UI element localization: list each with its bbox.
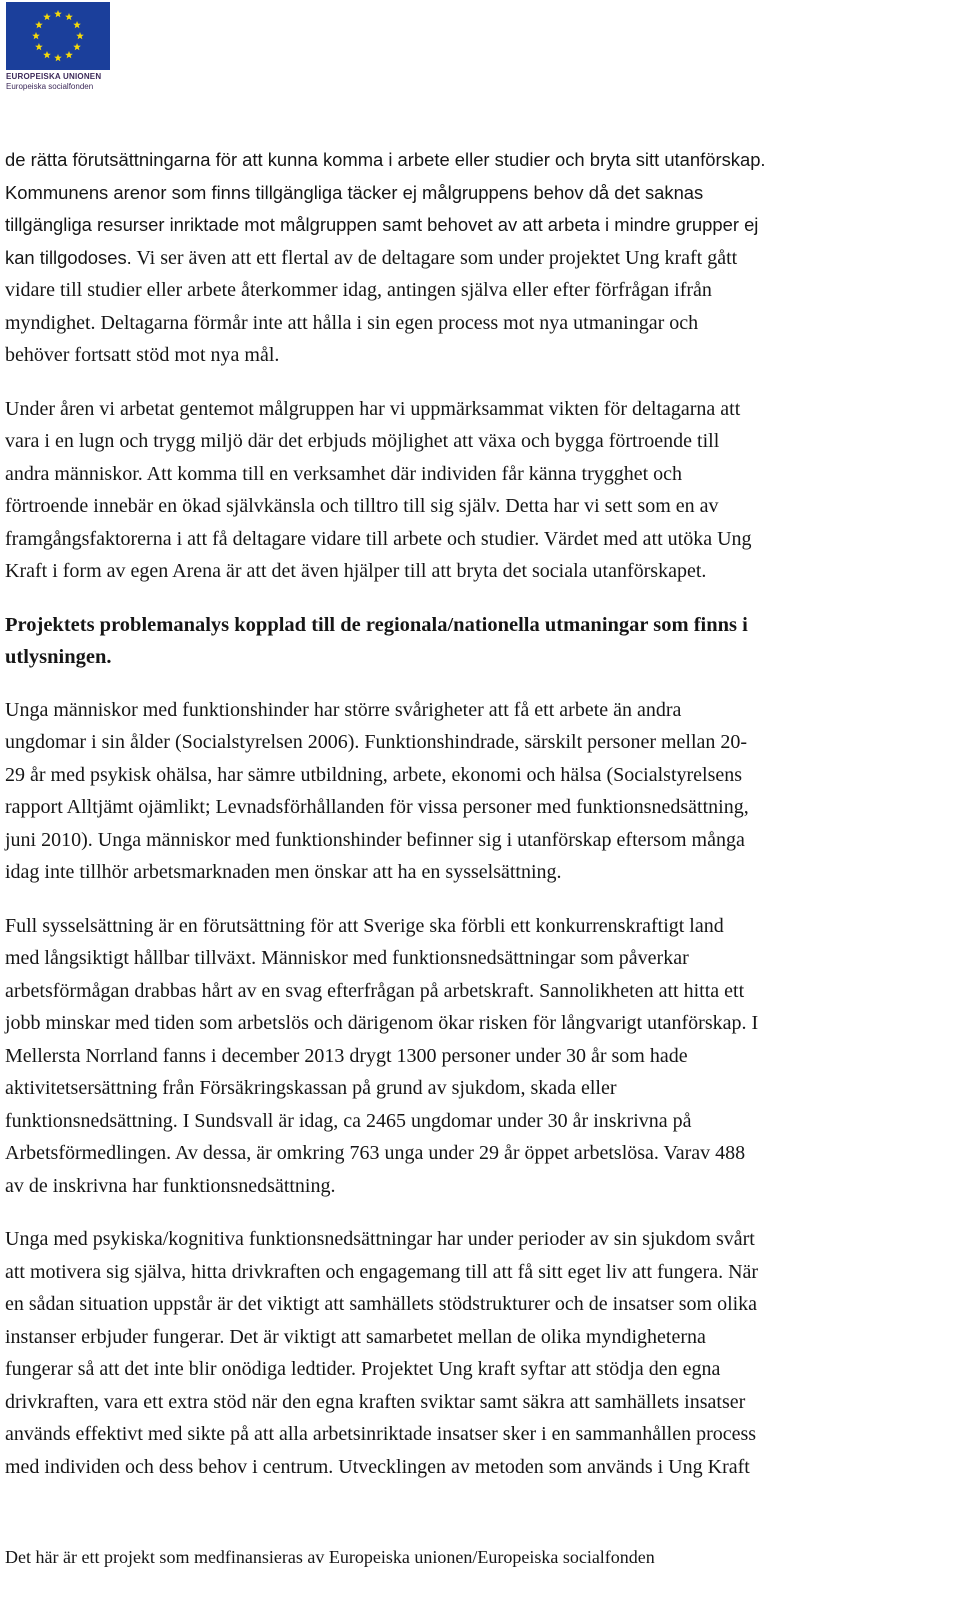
text-line: myndighet. Deltagarna förmår inte att hålla i sin egen process mot nya utmaningar och — [5, 311, 699, 334]
document-body — [5, 144, 950, 1504]
text-line: fungerar så att det inte blir onödiga ledtider. Projektet Ung kraft syftar att stödja den egna — [5, 1358, 721, 1380]
text-line: Kraft i form av egen Arena är att det även hjälper till att bryta det sociala utanförskapet. — [5, 560, 707, 582]
paragraph — [5, 144, 950, 372]
text-line: att motivera sig själva, hitta drivkraften och engagemang till att få sitt eget liv att fungera. När — [5, 1260, 759, 1283]
text-line: Arbetsförmedlingen. Av dessa, är omkring 763 unga under 29 år öppet arbetslösa. Varav 488 — [5, 1142, 746, 1164]
footer-note: Det här är ett projekt som medfinansieras av Europeiska unionen/Europeiska socialfonden — [5, 1547, 655, 1567]
text-line: förtroende innebär en ökad självkänsla och tilltro till sig själv. Detta har vi sett som en av — [5, 495, 719, 517]
text-line: rapport Alltjämt ojämlikt; Levnadsförhållanden för vissa personer med funktionsnedsättning, — [5, 796, 749, 818]
logo-line-1: EUROPEISKA UNIONEN — [6, 72, 102, 81]
logo-text — [6, 72, 112, 92]
text-line: av de inskrivna har funktionsnedsättning. — [5, 1174, 336, 1197]
text-line: Full sysselsättning är en förutsättning för att Sverige ska förbli ett konkurrenskraftigt land — [5, 914, 724, 937]
text-line: utlysningen. — [5, 646, 112, 668]
text-line: kan tillgodoses. — [5, 246, 132, 268]
paragraph — [5, 694, 950, 889]
text-line: Mellersta Norrland fanns i december 2013 drygt 1300 personer under 30 år som hade — [5, 1044, 688, 1067]
text-line: juni 2010). Unga människor med funktionshinder befinner sig i utanförskap eftersom många — [5, 828, 745, 851]
text-line: vidare till studier eller arbete återkommer idag, antingen själva eller efter förfrågan ifrån — [5, 279, 712, 301]
paragraph — [5, 393, 950, 588]
text-line: jobb minskar med tiden som arbetslös och därigenom ökar risken för långvarigt utanförskap. I — [5, 1012, 759, 1034]
eu-flag-icon — [6, 2, 110, 70]
text-line: arbetsförmågan drabbas hårt av en svag efterfrågan på arbetskraft. Sannolikheten att hitta ett — [5, 979, 745, 1002]
text-line: med individen och dess behov i centrum. Utvecklingen av metoden som används i Ung Kraft — [5, 1455, 750, 1478]
text-line: Unga människor med funktionshinder har större svårigheter att få ett arbete än andra — [5, 698, 682, 721]
text-line: används effektivt med sikte på att alla arbetsinriktade insatser sker i en sammanhållen process — [5, 1423, 757, 1445]
text-line: ungdomar i sin ålder (Socialstyrelsen 2006). Funktionshindrade, särskilt personer mellan 20- — [5, 731, 748, 753]
text-line: Kommunens arenor som finns tillgängliga täcker ej målgruppens behov då det saknas — [5, 181, 704, 203]
text-line: de rätta förutsättningarna för att kunna komma i arbete eller studier och bryta sitt utanförskap. — [5, 149, 766, 170]
text-line: Projektets problemanalys kopplad till de regionala/nationella utmaningar som finns i — [5, 613, 748, 636]
text-line: Unga med psykiska/kognitiva funktionsnedsättningar har under perioder av sin sjukdom svårt — [5, 1228, 755, 1250]
text-line: instanser erbjuder fungerar. Det är viktigt att samarbetet mellan de olika myndigheterna — [5, 1325, 706, 1348]
eu-logo — [6, 2, 112, 92]
text-line: vara i en lugn och trygg miljö där det erbjuds möjlighet att växa och bygga förtroende till — [5, 430, 720, 452]
text-line: framgångsfaktorerna i att få deltagare vidare till arbete och studier. Värdet med att utöka Ung — [5, 527, 752, 550]
text-line: 29 år med psykisk ohälsa, har sämre utbildning, arbete, ekonomi och hälsa (Socialstyrelsens — [5, 763, 743, 786]
paragraph — [5, 1223, 950, 1483]
logo-line-2: Europeiska socialfonden — [6, 82, 94, 91]
text-line: funktionsnedsättning. I Sundsvall är idag, ca 2465 ungdomar under 30 år inskrivna på — [5, 1109, 692, 1132]
text-line: Under åren vi arbetat gentemot målgruppen har vi uppmärksammat vikten för deltagarna att — [5, 397, 741, 420]
text-line: idag inte tillhör arbetsmarknaden men önskar att ha en sysselsättning. — [5, 861, 562, 883]
text-line: en sådan situation uppstår är det viktigt att samhällets stödstrukturer och de insatser som olika — [5, 1293, 758, 1315]
text-line: andra människor. Att komma till en verksamhet där individen får känna trygghet och — [5, 462, 683, 485]
text-line: med långsiktigt hållbar tillväxt. Människor med funktionsnedsättningar som påverkar — [5, 947, 689, 969]
paragraph — [5, 910, 950, 1203]
text-line: behöver fortsatt stöd mot nya mål. — [5, 344, 280, 366]
text-line: drivkraften, vara ett extra stöd när den egna kraften sviktar samt säkra att samhällets insatser — [5, 1390, 746, 1413]
text-line: Vi ser även att ett flertal av de deltagare som under projektet Ung kraft gått — [136, 246, 738, 269]
section-heading — [5, 609, 950, 674]
text-line: aktivitetsersättning från Försäkringskassan på grund av sjukdom, skada eller — [5, 1077, 617, 1099]
text-line: tillgängliga resurser inriktade mot målgruppen samt behovet av att arbeta i mindre grupper ej — [5, 214, 759, 235]
